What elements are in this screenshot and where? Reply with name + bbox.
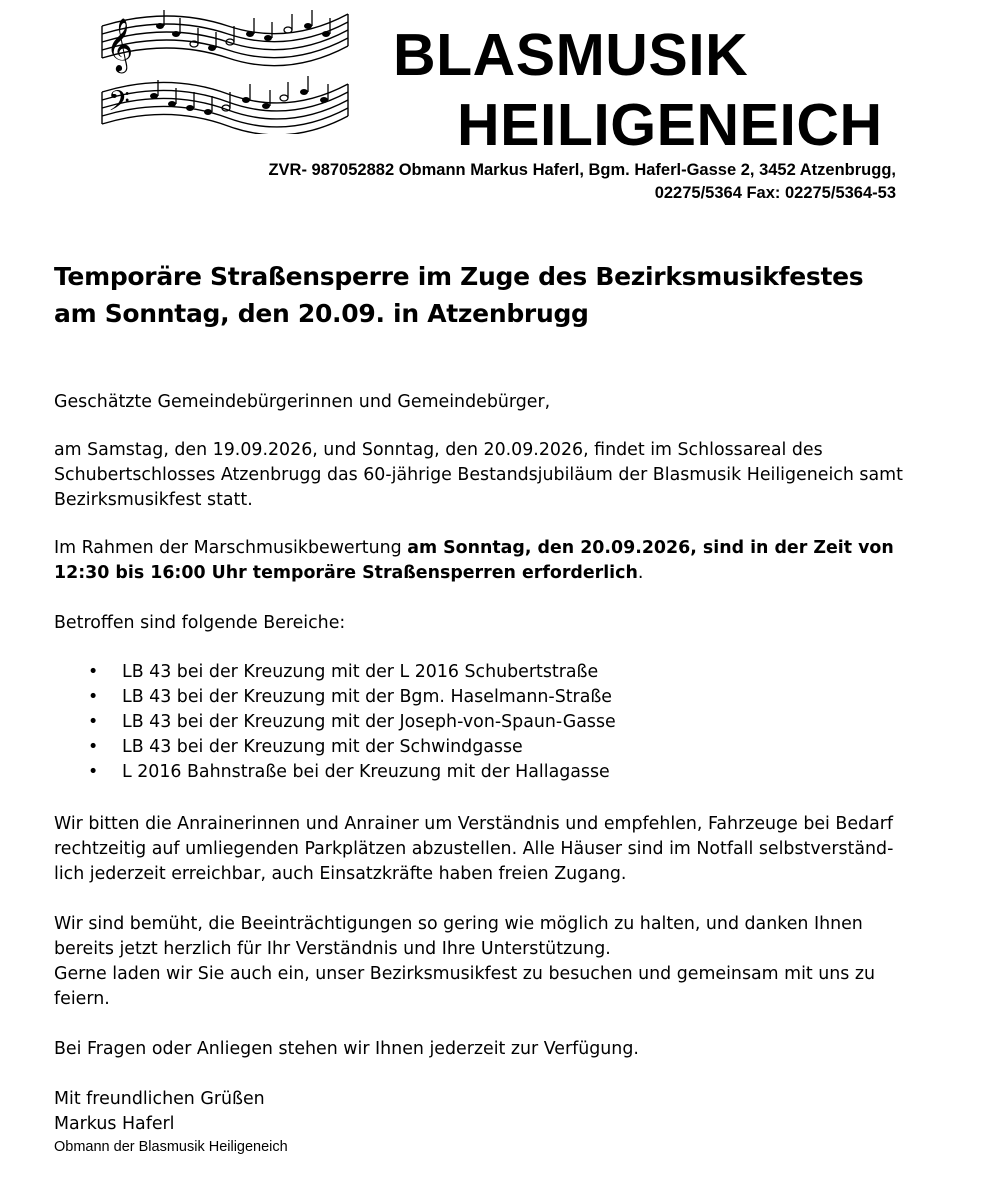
area-text: LB 43 bei der Kreuzung mit der Schwindgasse (122, 737, 523, 757)
letter-body (54, 258, 954, 1157)
area-text: LB 43 bei der Kreuzung mit der L 2016 Schubertstraße (122, 662, 599, 682)
salutation: Geschätzte Gemeindebürgerinnen und Gemeindebürger, (54, 392, 551, 412)
headline (54, 258, 954, 332)
signature-role: Obmann der Blasmusik Heiligeneich (54, 1139, 288, 1155)
paragraph-closure-end: . (637, 563, 644, 583)
affected-areas-list (54, 660, 954, 785)
headline-line2: am Sonntag, den 20.09. in Atzenbrugg (54, 299, 589, 328)
contact-line2: 02275/5364 Fax: 02275/5364-53 (654, 184, 896, 202)
paragraph-event-line2: Schubertschlosses Atzenbrugg das 60-jährige Bestandsjubiläum der Blasmusik Heiligeneich samt (54, 465, 903, 485)
bullet-icon: • (88, 737, 99, 757)
paragraph-event-line1: am Samstag, den 19.09.2026, und Sonntag, den 20.09.2026, findet im Schlossareal des (54, 440, 823, 460)
bullet-icon: • (88, 687, 99, 707)
paragraph-request-line2: rechtzeitig auf umliegenden Parkplätzen abzustellen. Alle Häuser sind im Notfall selbstverständ- (54, 839, 894, 859)
paragraph-closure (54, 536, 954, 586)
list-item (54, 660, 954, 685)
music-staff-logo (98, 4, 354, 134)
paragraph-closure-bold1: am Sonntag, den 20.09.2026, sind in der Zeit von (407, 538, 894, 558)
list-item (54, 735, 954, 760)
paragraph-event (54, 438, 954, 513)
paragraph-thanks-line1: Wir sind bemüht, die Beeinträchtigungen so gering wie möglich zu halten, und danken Ihnen (54, 914, 863, 934)
list-item (54, 685, 954, 710)
signature-name: Markus Haferl (54, 1114, 175, 1134)
contact-line1: ZVR- 987052882 Obmann Markus Haferl, Bgm. Haferl-Gasse 2, 3452 Atzenbrugg, (268, 161, 896, 179)
bullet-icon: • (88, 712, 99, 732)
area-text: LB 43 bei der Kreuzung mit der Joseph-von-Spaun-Gasse (122, 712, 616, 732)
paragraph-event-line3: Bezirksmusikfest statt. (54, 490, 253, 510)
club-name-line2: HEILIGENEICH (457, 92, 883, 158)
bullet-icon: • (88, 762, 99, 782)
areas-intro: Betroffen sind folgende Bereiche: (54, 613, 346, 633)
list-item (54, 710, 954, 735)
paragraph-request-line1: Wir bitten die Anrainerinnen und Anrainer um Verständnis und empfehlen, Fahrzeuge bei Bedarf (54, 814, 894, 834)
paragraph-thanks-line2: bereits jetzt herzlich für Ihr Verständnis und Ihre Unterstützung. (54, 939, 611, 959)
paragraph-request (54, 812, 954, 887)
list-item (54, 760, 954, 785)
paragraph-closure-bold2: 12:30 bis 16:00 Uhr temporäre Straßensperren erforderlich (54, 563, 638, 583)
paragraph-thanks-line3: Gerne laden wir Sie auch ein, unser Bezirksmusikfest zu besuchen und gemeinsam mit uns zu (54, 964, 876, 984)
paragraph-thanks (54, 912, 954, 1012)
paragraph-closure-lead: Im Rahmen der Marschmusikbewertung (54, 538, 408, 558)
svg-text:𝄞: 𝄞 (106, 17, 134, 71)
area-text: LB 43 bei der Kreuzung mit der Bgm. Haselmann-Straße (122, 687, 613, 707)
bullet-icon: • (88, 662, 99, 682)
club-name-line1: BLASMUSIK (393, 22, 749, 88)
signature-closing: Mit freundlichen Grüßen (54, 1089, 265, 1109)
paragraph-questions: Bei Fragen oder Anliegen stehen wir Ihnen jederzeit zur Verfügung. (54, 1039, 639, 1059)
paragraph-thanks-line4: feiern. (54, 989, 110, 1009)
paragraph-request-line3: lich jederzeit erreichbar, auch Einsatzkräfte haben freien Zugang. (54, 864, 627, 884)
svg-text:𝄢: 𝄢 (108, 85, 130, 125)
headline-line1: Temporäre Straßensperre im Zuge des Bezirksmusikfestes (54, 262, 864, 291)
area-text: L 2016 Bahnstraße bei der Kreuzung mit der Hallagasse (122, 762, 610, 782)
